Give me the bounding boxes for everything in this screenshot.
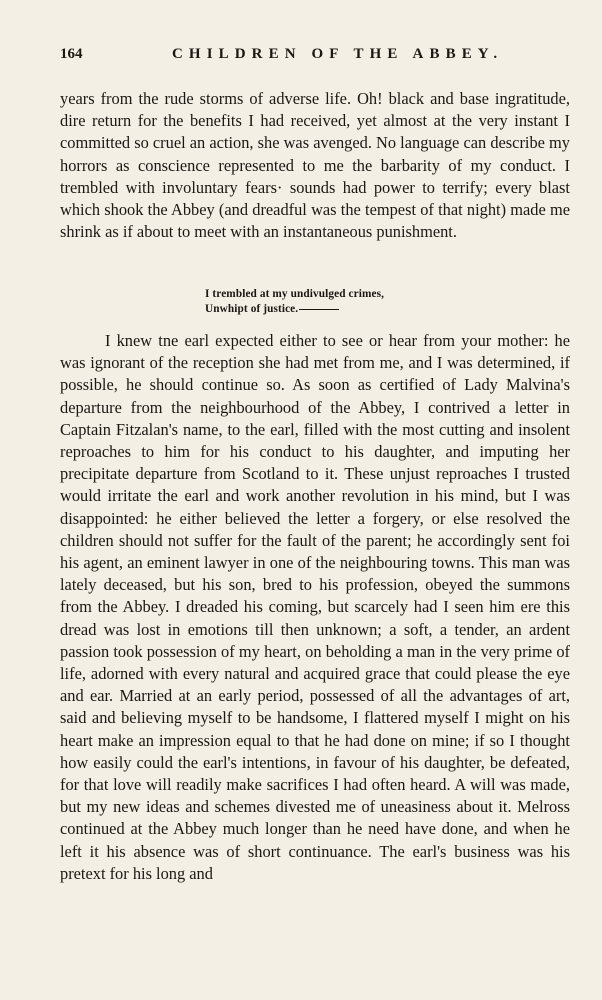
running-title: CHILDREN OF THE ABBEY. bbox=[172, 46, 504, 62]
quotation bbox=[205, 287, 384, 317]
paragraph-continuation: years from the rude storms of adverse life. Oh! black and base ingratitude, dire return for the benefits I had received, yet almost at the very instant I committed so cruel an action, she was avenged. No language can describe my horrors as conscience represented to me the barbarity of my conduct. I trembled with involuntary fears· sounds had power to terrify; every blast which shook the Abbey (and dreadful was the tempest of that night) made me shrink as if about to meet with an instantaneous punishment. bbox=[60, 89, 570, 242]
quotation-line-2-text: Unwhipt of justice. bbox=[205, 303, 299, 315]
body-text-main bbox=[60, 330, 570, 885]
quotation-line-2 bbox=[205, 302, 384, 317]
running-head bbox=[60, 46, 570, 68]
page-number: 164 bbox=[60, 46, 83, 62]
quotation-rule bbox=[299, 309, 339, 310]
paragraph-main: I knew tne earl expected either to see or hear from your mother: he was ignorant of the reception she had met from me, and I was determined, if possible, he should continue so. As soon as certified of Lady Malvina's departure from the neighbourhood of the Abbey, I contrived a letter in Captain Fitzalan's name, to the earl, filled with the most cutting and insolent reproaches to him for his conduct to his daughter, and imputing her precipitate departure from Scotland to it. These unjust reproaches I trusted would irritate the earl and work another revolution in his mind, but I was disappointed: he either believed the letter a forgery, or else resolved the children should not suffer for the fault of the parent; he accordingly sent foi his agent, an eminent lawyer in one of the neighbouring towns. This man was lately deceased, but his son, bred to his profession, obeyed the summons from the Abbey. I dreaded his coming, but scarcely had I seen him ere this dread was lost in emotions till then unknown; a soft, a tender, an ardent passion took possession of my heart, on beholding a man in the very prime of life, adorned with every natural and acquired grace that could please the eye and ear. Married at an early period, possessed of all the advantages of art, said and believing myself to be handsome, I flattered myself I might on his heart make an impression equal to that he had done on mine; if so I thought how easily could the earl's intentions, in favour of his daughter, be defeated, for that love will readily make sacrifices I had often heard. A will was made, but my new ideas and schemes divested me of uneasiness about it. Melross continued at the Abbey much longer than he need have done, and when he left it his absence was of short continuance. The earl's business was his pretext for his long and bbox=[60, 331, 570, 883]
quotation-line-1: I trembled at my undivulged crimes, bbox=[205, 288, 385, 300]
body-text-top bbox=[60, 88, 570, 243]
